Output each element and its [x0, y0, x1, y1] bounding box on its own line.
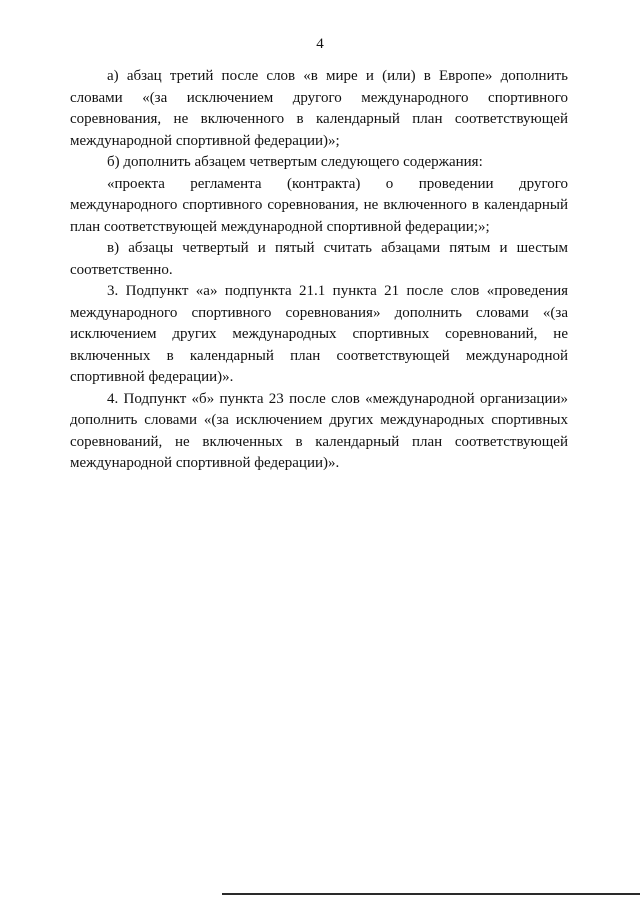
paragraph-quoted-text: «проекта регламента (контракта) о проведении другого международного спортивного соревнования, не включенного в календарный план соответствующей международной спортивной федерации;»; — [70, 175, 568, 235]
document-body — [70, 66, 568, 475]
paragraph-item-b: б) дополнить абзацем четвертым следующего содержания: — [107, 154, 483, 170]
paragraph-point-3: 3. Подпункт «а» подпункта 21.1 пункта 21 после слов «проведения международного спортивного соревнования» дополнить словами «(за исключением других международных спортивных соревнований, не включенных в календарный план соответствующей международной спортивной федерации)». — [70, 283, 568, 385]
paragraph-point-4: 4. Подпункт «б» пункта 23 после слов «международной организации» дополнить словами «(за исключением других международных спортивных соревнований, не включенных в календарный план соответствующей международной спортивной федерации)». — [70, 390, 568, 471]
paragraph-item-v: в) абзацы четвертый и пятый считать абзацами пятым и шестым соответственно. — [70, 240, 568, 278]
paragraph-item-a: а) абзац третий после слов «в мире и (или) в Европе» дополнить словами «(за исключением другого международного спортивного соревнования, не включенного в календарный план соответствующей международной спортивной федерации)»; — [70, 68, 568, 149]
page-number: 4 — [316, 36, 324, 52]
scan-edge-line — [222, 893, 640, 895]
